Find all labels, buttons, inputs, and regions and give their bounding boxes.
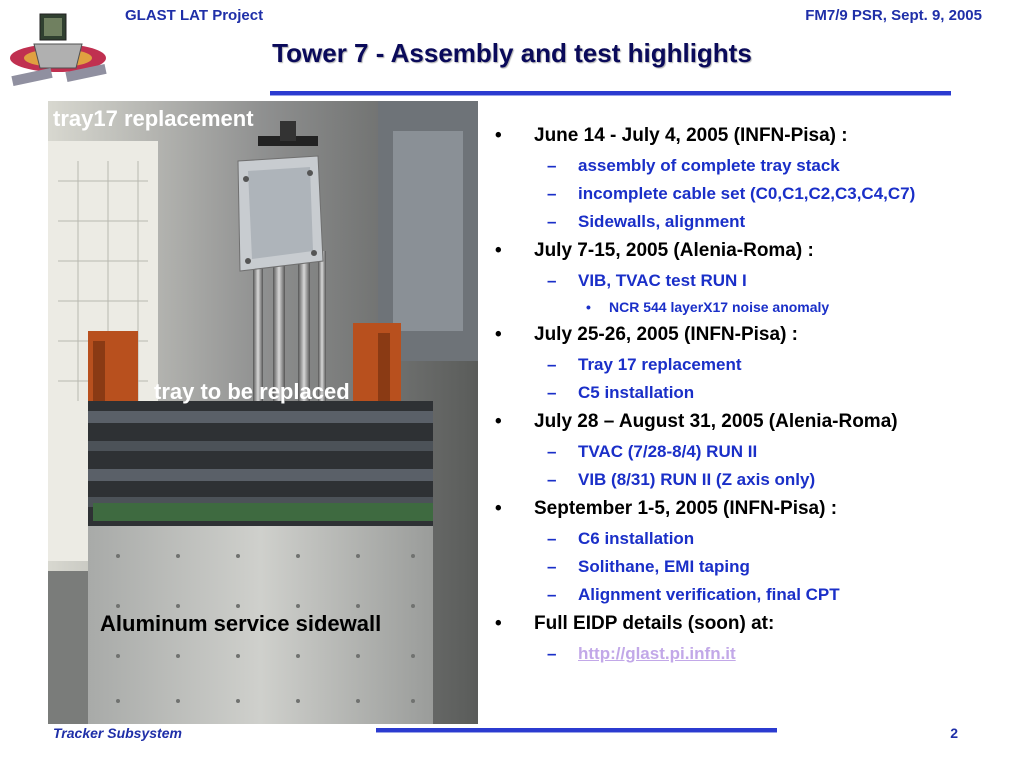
highlights-list (495, 125, 1005, 672)
bullet-july-7: • July 7-15, 2005 (Alenia-Roma) : (495, 240, 1005, 262)
sub-bullet: – C5 installation (495, 383, 1005, 403)
sub-bullet: – Alignment verification, final CPT (495, 585, 1005, 605)
sub-bullet: – Solithane, EMI taping (495, 557, 1005, 577)
bullet-eidp: • Full EIDP details (soon) at: (495, 613, 1005, 635)
sub-bullet: – TVAC (7/28-8/4) RUN II (495, 442, 1005, 462)
footer-subsystem: Tracker Subsystem (53, 725, 182, 741)
bullet-september: • September 1-5, 2005 (INFN-Pisa) : (495, 498, 1005, 520)
sub-bullet: – assembly of complete tray stack (495, 156, 1005, 176)
page-number: 2 (950, 725, 958, 741)
eidp-link[interactable]: http://glast.pi.infn.it (578, 644, 736, 663)
caption-aluminum-sidewall: Aluminum service sidewall (100, 611, 382, 636)
sub-bullet-link (495, 644, 1005, 664)
sub-bullet: – VIB (8/31) RUN II (Z axis only) (495, 470, 1005, 490)
caption-tray17-replacement: tray17 replacement (53, 106, 254, 131)
header-review: FM7/9 PSR, Sept. 9, 2005 (805, 7, 982, 24)
footer-divider (376, 728, 777, 733)
bullet-july-28: • July 28 – August 31, 2005 (Alenia-Roma) (495, 411, 1005, 433)
sub-sub-bullet: • NCR 544 layerX17 noise anomaly (495, 299, 1005, 315)
title-divider (270, 91, 951, 96)
caption-tray-to-be-replaced: tray to be replaced (154, 379, 350, 404)
bullet-july-25: • July 25-26, 2005 (INFN-Pisa) : (495, 324, 1005, 346)
slide-title: Tower 7 - Assembly and test highlights (272, 38, 752, 68)
sub-bullet: – Sidewalls, alignment (495, 212, 1005, 232)
sub-bullet: – C6 installation (495, 529, 1005, 549)
sub-bullet: – Tray 17 replacement (495, 355, 1005, 375)
tower-photo (48, 101, 478, 724)
sub-bullet: – incomplete cable set (C0,C1,C2,C3,C4,C7) (495, 184, 1005, 204)
bullet-june: • June 14 - July 4, 2005 (INFN-Pisa) : (495, 125, 1005, 147)
header-project: GLAST LAT Project (125, 7, 264, 24)
sub-bullet: – VIB, TVAC test RUN I (495, 271, 1005, 291)
